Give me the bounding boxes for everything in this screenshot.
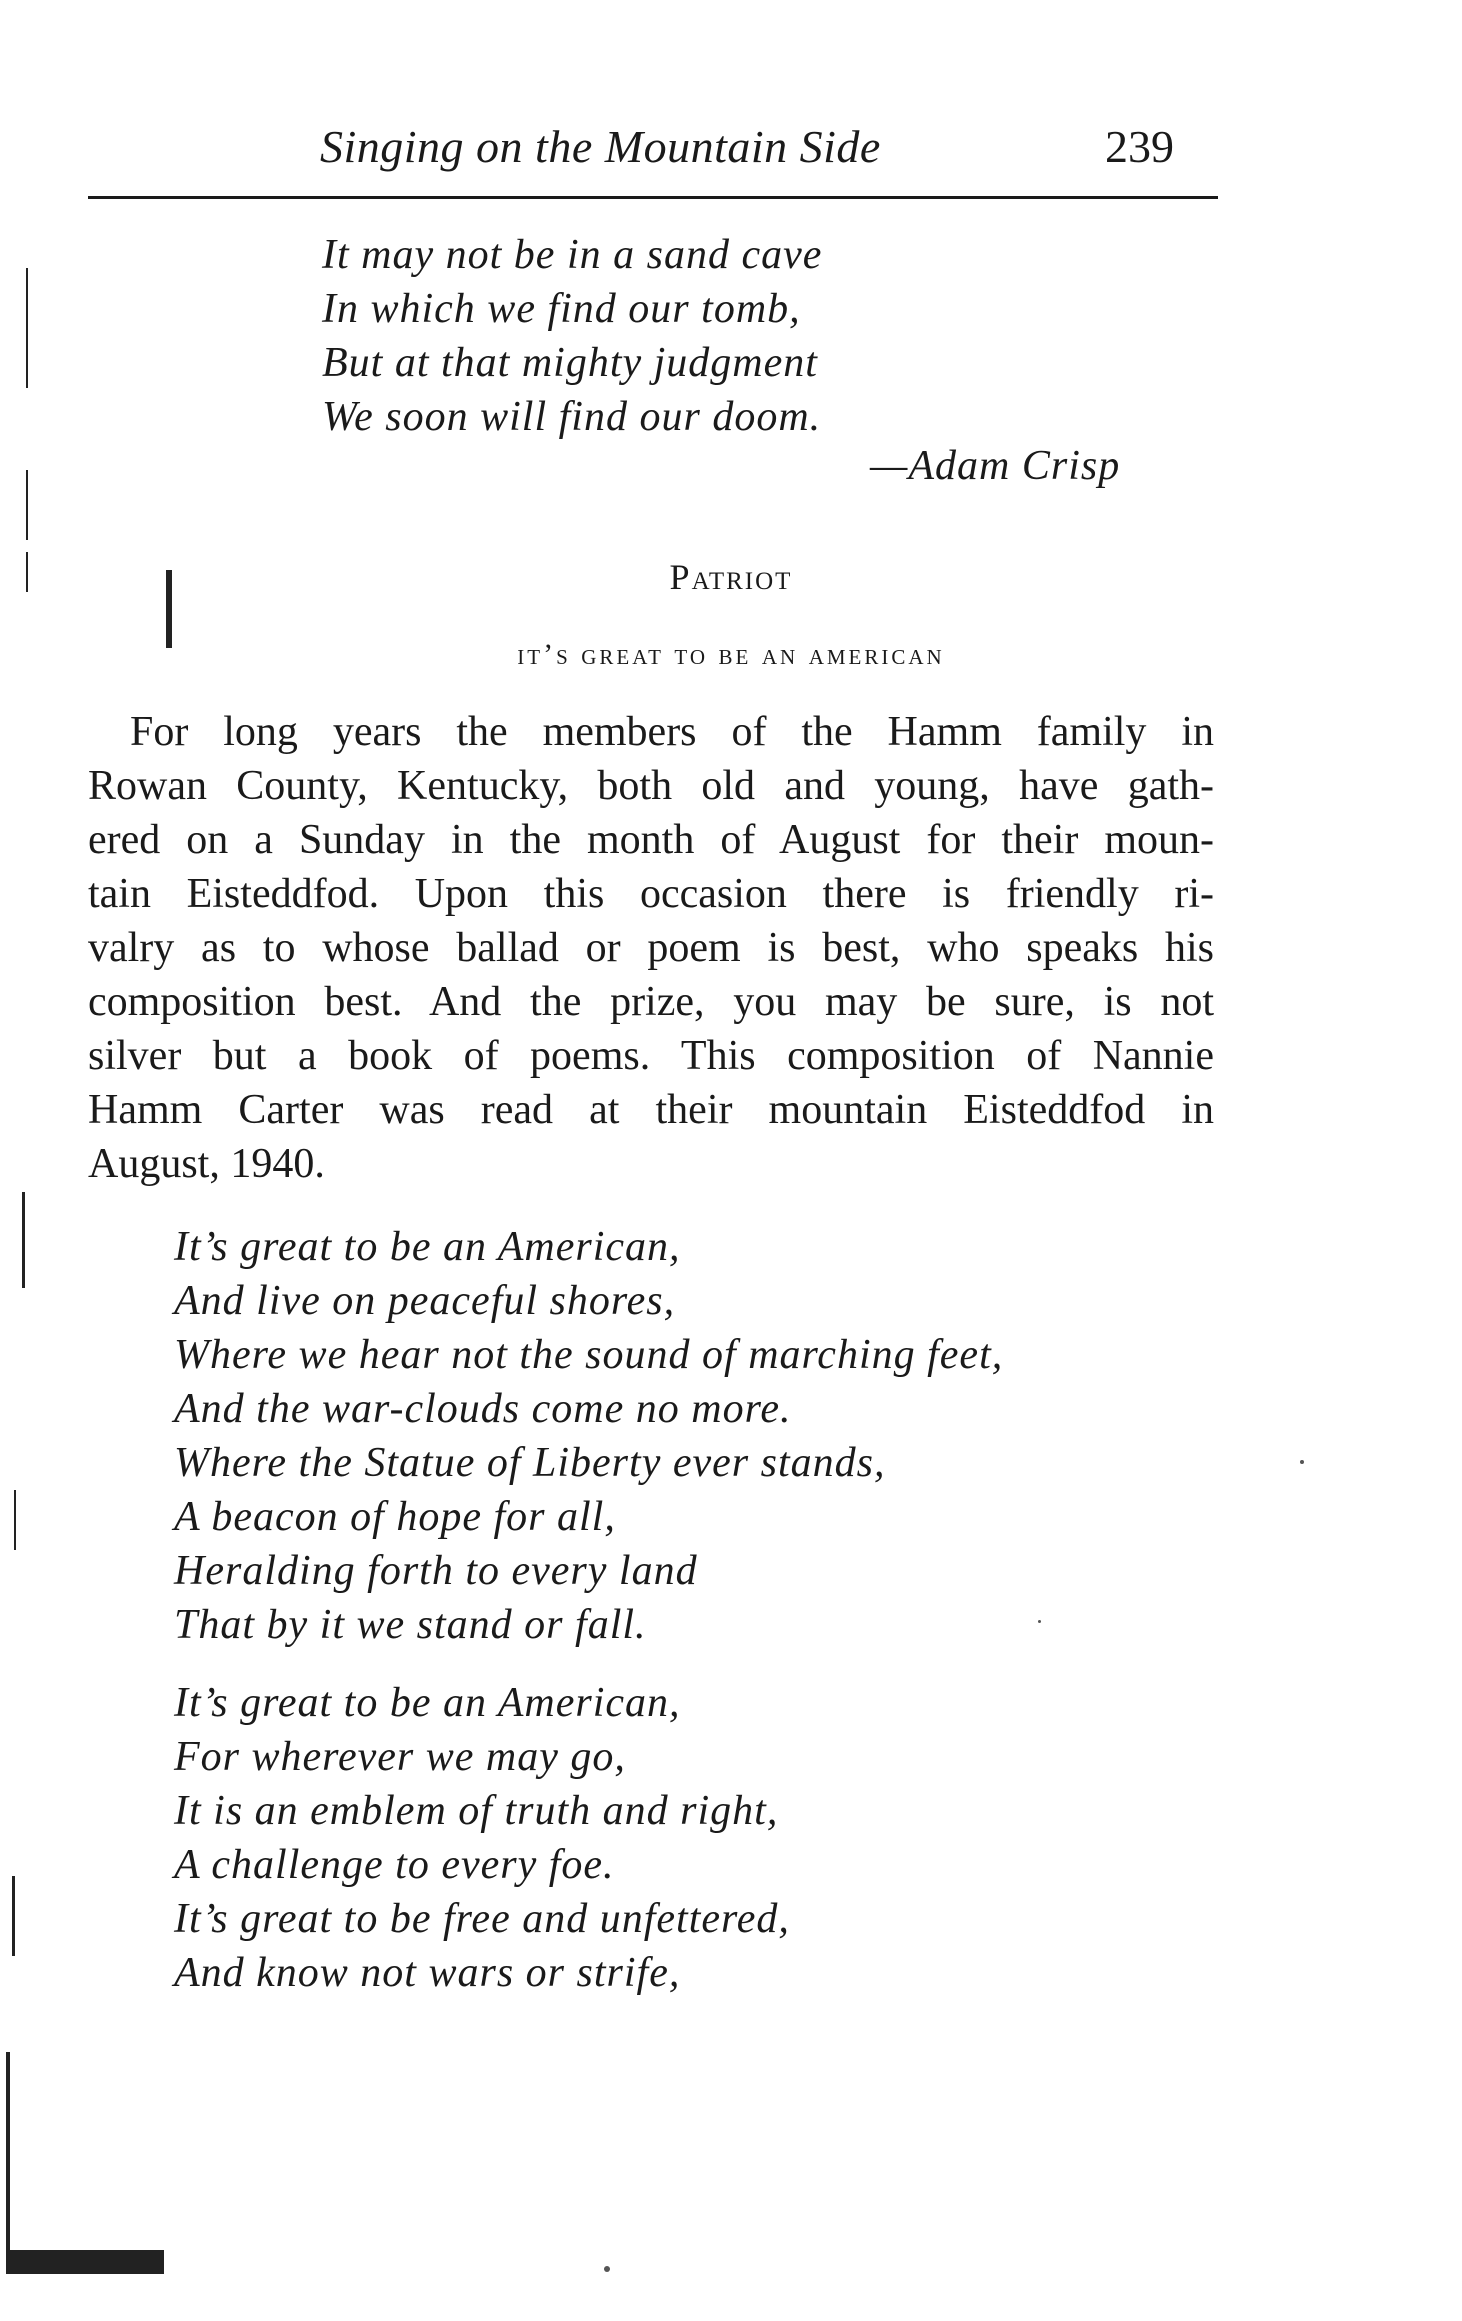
scan-edge-mark (26, 268, 28, 388)
poem-line: Where we hear not the sound of marching feet, (174, 1332, 1004, 1378)
scan-speck (1300, 1460, 1304, 1464)
paragraph-line: Rowan County, Kentucky, both old and young, have gath- (88, 763, 1214, 809)
verse-top (322, 228, 822, 444)
poem-line: And live on peaceful shores, (174, 1278, 676, 1324)
paragraph-line: Hamm Carter was read at their mountain Eisteddfod in (88, 1087, 1214, 1133)
poem-stanza-1 (174, 1220, 1003, 1652)
verse-line: It may not be in a sand cave (322, 232, 823, 278)
poem-line: Where the Statue of Liberty ever stands, (174, 1440, 886, 1486)
verse-line: We soon will find our doom. (322, 394, 822, 440)
scan-speck (604, 2266, 610, 2272)
poem-stanza-2 (174, 1676, 790, 2000)
paragraph-line: valry as to whose ballad or poem is best, who speaks his (88, 925, 1214, 971)
scan-edge-mark (14, 1490, 16, 1550)
poem-line: Heralding forth to every land (174, 1548, 698, 1594)
scan-edge-mark (12, 1876, 15, 1956)
poem-line: And know not wars or strife, (174, 1950, 681, 1996)
paragraph-line: tain Eisteddfod. Upon this occasion there is friendly ri- (88, 871, 1214, 917)
poem-line: A challenge to every foe. (174, 1842, 615, 1888)
section-subtitle: it’s great to be an american (517, 638, 945, 671)
scan-edge-mark (6, 2052, 10, 2262)
poem-line: And the war-clouds come no more. (174, 1386, 792, 1432)
paragraph-line: August, 1940. (88, 1141, 325, 1187)
poem-line: That by it we stand or fall. (174, 1602, 647, 1648)
scan-edge-mark (22, 1192, 25, 1288)
section-title: Patriot (669, 557, 793, 597)
paragraph-line: For long years the members of the Hamm family in (130, 709, 1214, 755)
poem-line: It is an emblem of truth and right, (174, 1788, 779, 1834)
running-title: Singing on the Mountain Side (320, 121, 881, 172)
poem-line: For wherever we may go, (174, 1734, 626, 1780)
verse-line: But at that mighty judgment (322, 340, 818, 386)
scan-edge-mark (26, 552, 28, 592)
poem-line: A beacon of hope for all, (174, 1494, 616, 1540)
scan-edge-mark (26, 470, 28, 540)
scan-smudge-mark (166, 570, 172, 648)
page-number: 239 (1105, 121, 1174, 172)
poem-line: It’s great to be free and unfettered, (174, 1896, 790, 1942)
paragraph-line: ered on a Sunday in the month of August for their moun- (88, 817, 1214, 863)
verse-attribution: —Adam Crisp (870, 443, 1121, 489)
header-rule (88, 196, 1218, 199)
intro-paragraph (88, 705, 1214, 1191)
paragraph-line: composition best. And the prize, you may be sure, is not (88, 979, 1214, 1025)
paragraph-line: silver but a book of poems. This composition of Nannie (88, 1033, 1214, 1079)
poem-line: It’s great to be an American, (174, 1680, 681, 1726)
poem-line: It’s great to be an American, (174, 1224, 681, 1270)
scan-speck (1038, 1620, 1041, 1623)
scan-corner-mark (6, 2250, 164, 2274)
verse-line: In which we find our tomb, (322, 286, 801, 332)
